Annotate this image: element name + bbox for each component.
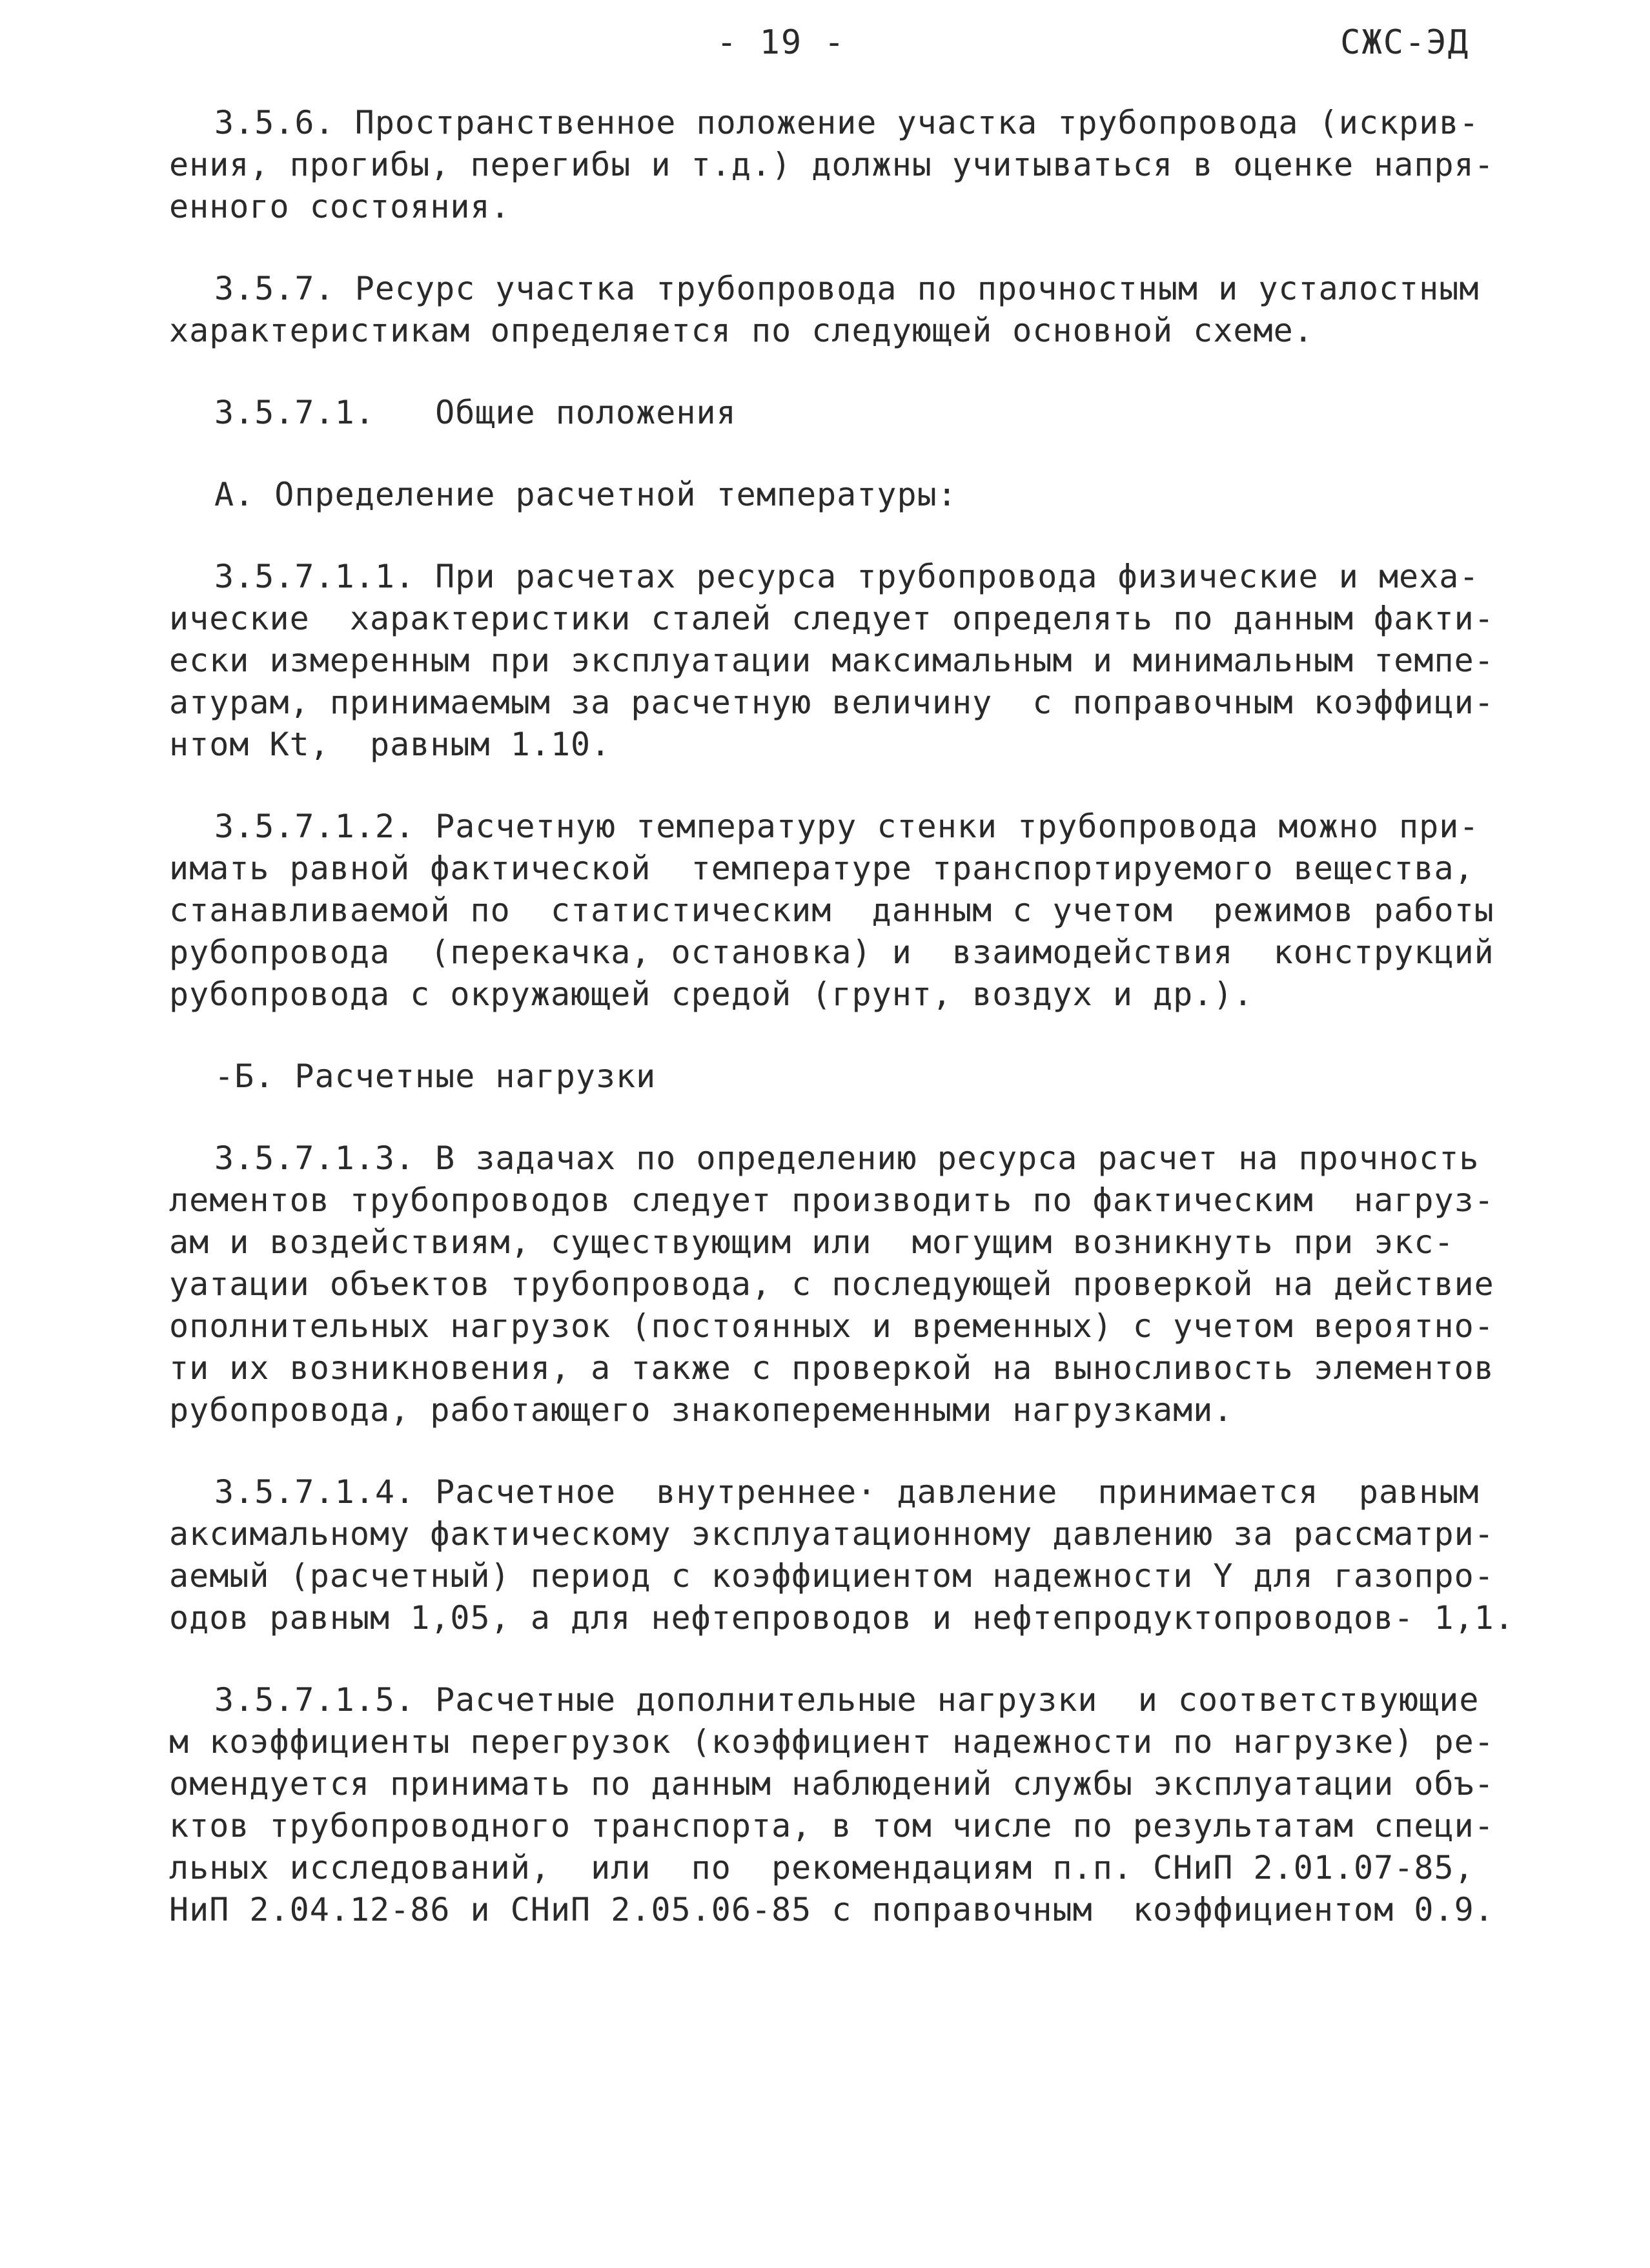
text-line: 3.5.7.1.4. Расчетное внутреннее· давление принимается равным (214, 1473, 1480, 1511)
text-line: рубопровода с окружающей средой (грунт, воздух и др.). (169, 976, 1254, 1013)
page-number: - 19 - (717, 23, 846, 62)
subheading: А. Определение расчетной температуры: (214, 476, 957, 513)
paragraph-3-5-7-1-5 (169, 1679, 1494, 1931)
text-line: одов равным 1,05, а для нефтепроводов и нефтепродуктопроводов- 1,1. (169, 1599, 1514, 1637)
document-code: СЖС-ЭД (1340, 23, 1469, 62)
text-line: ения, прогибы, перегибы и т.д.) должны учитываться в оценке напря- (169, 146, 1494, 183)
text-line: 3.5.7.1.1. При расчетах ресурса трубопровода физические и меха- (214, 558, 1480, 595)
text-line: м коэффициенты перегрузок (коэффициент надежности по нагрузке) ре- (169, 1723, 1494, 1761)
text-line: 3.5.7. Ресурс участка трубопровода по прочностным и усталостным (214, 270, 1480, 307)
document-body (169, 102, 1514, 1971)
text-line: имать равной фактической температуре транспортируемого вещества, (169, 850, 1474, 887)
text-line: ти их возникновения, а также с проверкой на выносливость элементов (169, 1349, 1494, 1387)
paragraph-3-5-7-1-1 (169, 556, 1494, 766)
text-line: характеристикам определяется по следующей основной схеме. (169, 312, 1314, 349)
text-line: аемый (расчетный) период с коэффициентом надежности Y для газопро- (169, 1557, 1494, 1595)
subheading: -Б. Расчетные нагрузки (214, 1057, 657, 1095)
text-line: ические характеристики сталей следует определять по данным факти- (169, 600, 1494, 637)
text-line: лементов трубопроводов следует производить по фактическим нагруз- (169, 1181, 1494, 1219)
text-line: омендуется принимать по данным наблюдений службы эксплуатации объ- (169, 1765, 1494, 1803)
text-line: рубопровода (перекачка, остановка) и взаимодействия конструкций (169, 934, 1494, 971)
paragraph-3-5-7 (169, 268, 1481, 352)
subheading-temperature (169, 474, 1481, 516)
text-line: аксимальному фактическому эксплуатационному давлению за рассматри- (169, 1515, 1494, 1553)
section-heading: 3.5.7.1. Общие положения (214, 394, 737, 431)
text-line: рубопровода, работающего знакопеременными нагрузками. (169, 1391, 1234, 1429)
text-line: льных исследований, или по рекомендациям п.п. СНиП 2.01.07-85, (169, 1849, 1474, 1886)
text-line: станавливаемой по статистическим данным с учетом режимов работы (169, 892, 1494, 929)
text-line: ктов трубопроводного транспорта, в том числе по результатам специ- (169, 1807, 1494, 1844)
text-line: ам и воздействиям, существующим или могущим возникнуть при экс- (169, 1223, 1454, 1261)
text-line: 3.5.6. Пространственное положение участка трубопровода (искрив- (214, 104, 1480, 141)
text-line: атурам, принимаемым за расчетную величину с поправочным коэффици- (169, 684, 1494, 721)
text-line: 3.5.7.1.3. В задачах по определению ресурса расчет на прочность (214, 1139, 1480, 1177)
text-line: 3.5.7.1.2. Расчетную температуру стенки трубопровода можно при- (214, 808, 1480, 845)
paragraph-3-5-6 (169, 102, 1494, 228)
text-line: нтом Kt, равным 1.10. (169, 726, 611, 763)
paragraph-3-5-7-1-3 (169, 1138, 1494, 1431)
text-line: енного состояния. (169, 188, 511, 225)
subheading-loads (169, 1056, 1481, 1098)
paragraph-3-5-7-1-2 (169, 806, 1494, 1016)
section-heading-general (169, 392, 1481, 434)
text-line: 3.5.7.1.5. Расчетные дополнительные нагрузки и соответствующие (214, 1681, 1480, 1719)
text-line: НиП 2.04.12-86 и СНиП 2.05.06-85 с поправочным коэффициентом 0.9. (169, 1891, 1494, 1928)
text-line: уатации объектов трубопровода, с последующей проверкой на действие (169, 1265, 1494, 1303)
text-line: ески измеренным при эксплуатации максимальным и минимальным темпе- (169, 642, 1494, 679)
text-line: ополнительных нагрузок (постоянных и временных) с учетом вероятно- (169, 1307, 1494, 1345)
paragraph-3-5-7-1-4 (169, 1471, 1514, 1639)
